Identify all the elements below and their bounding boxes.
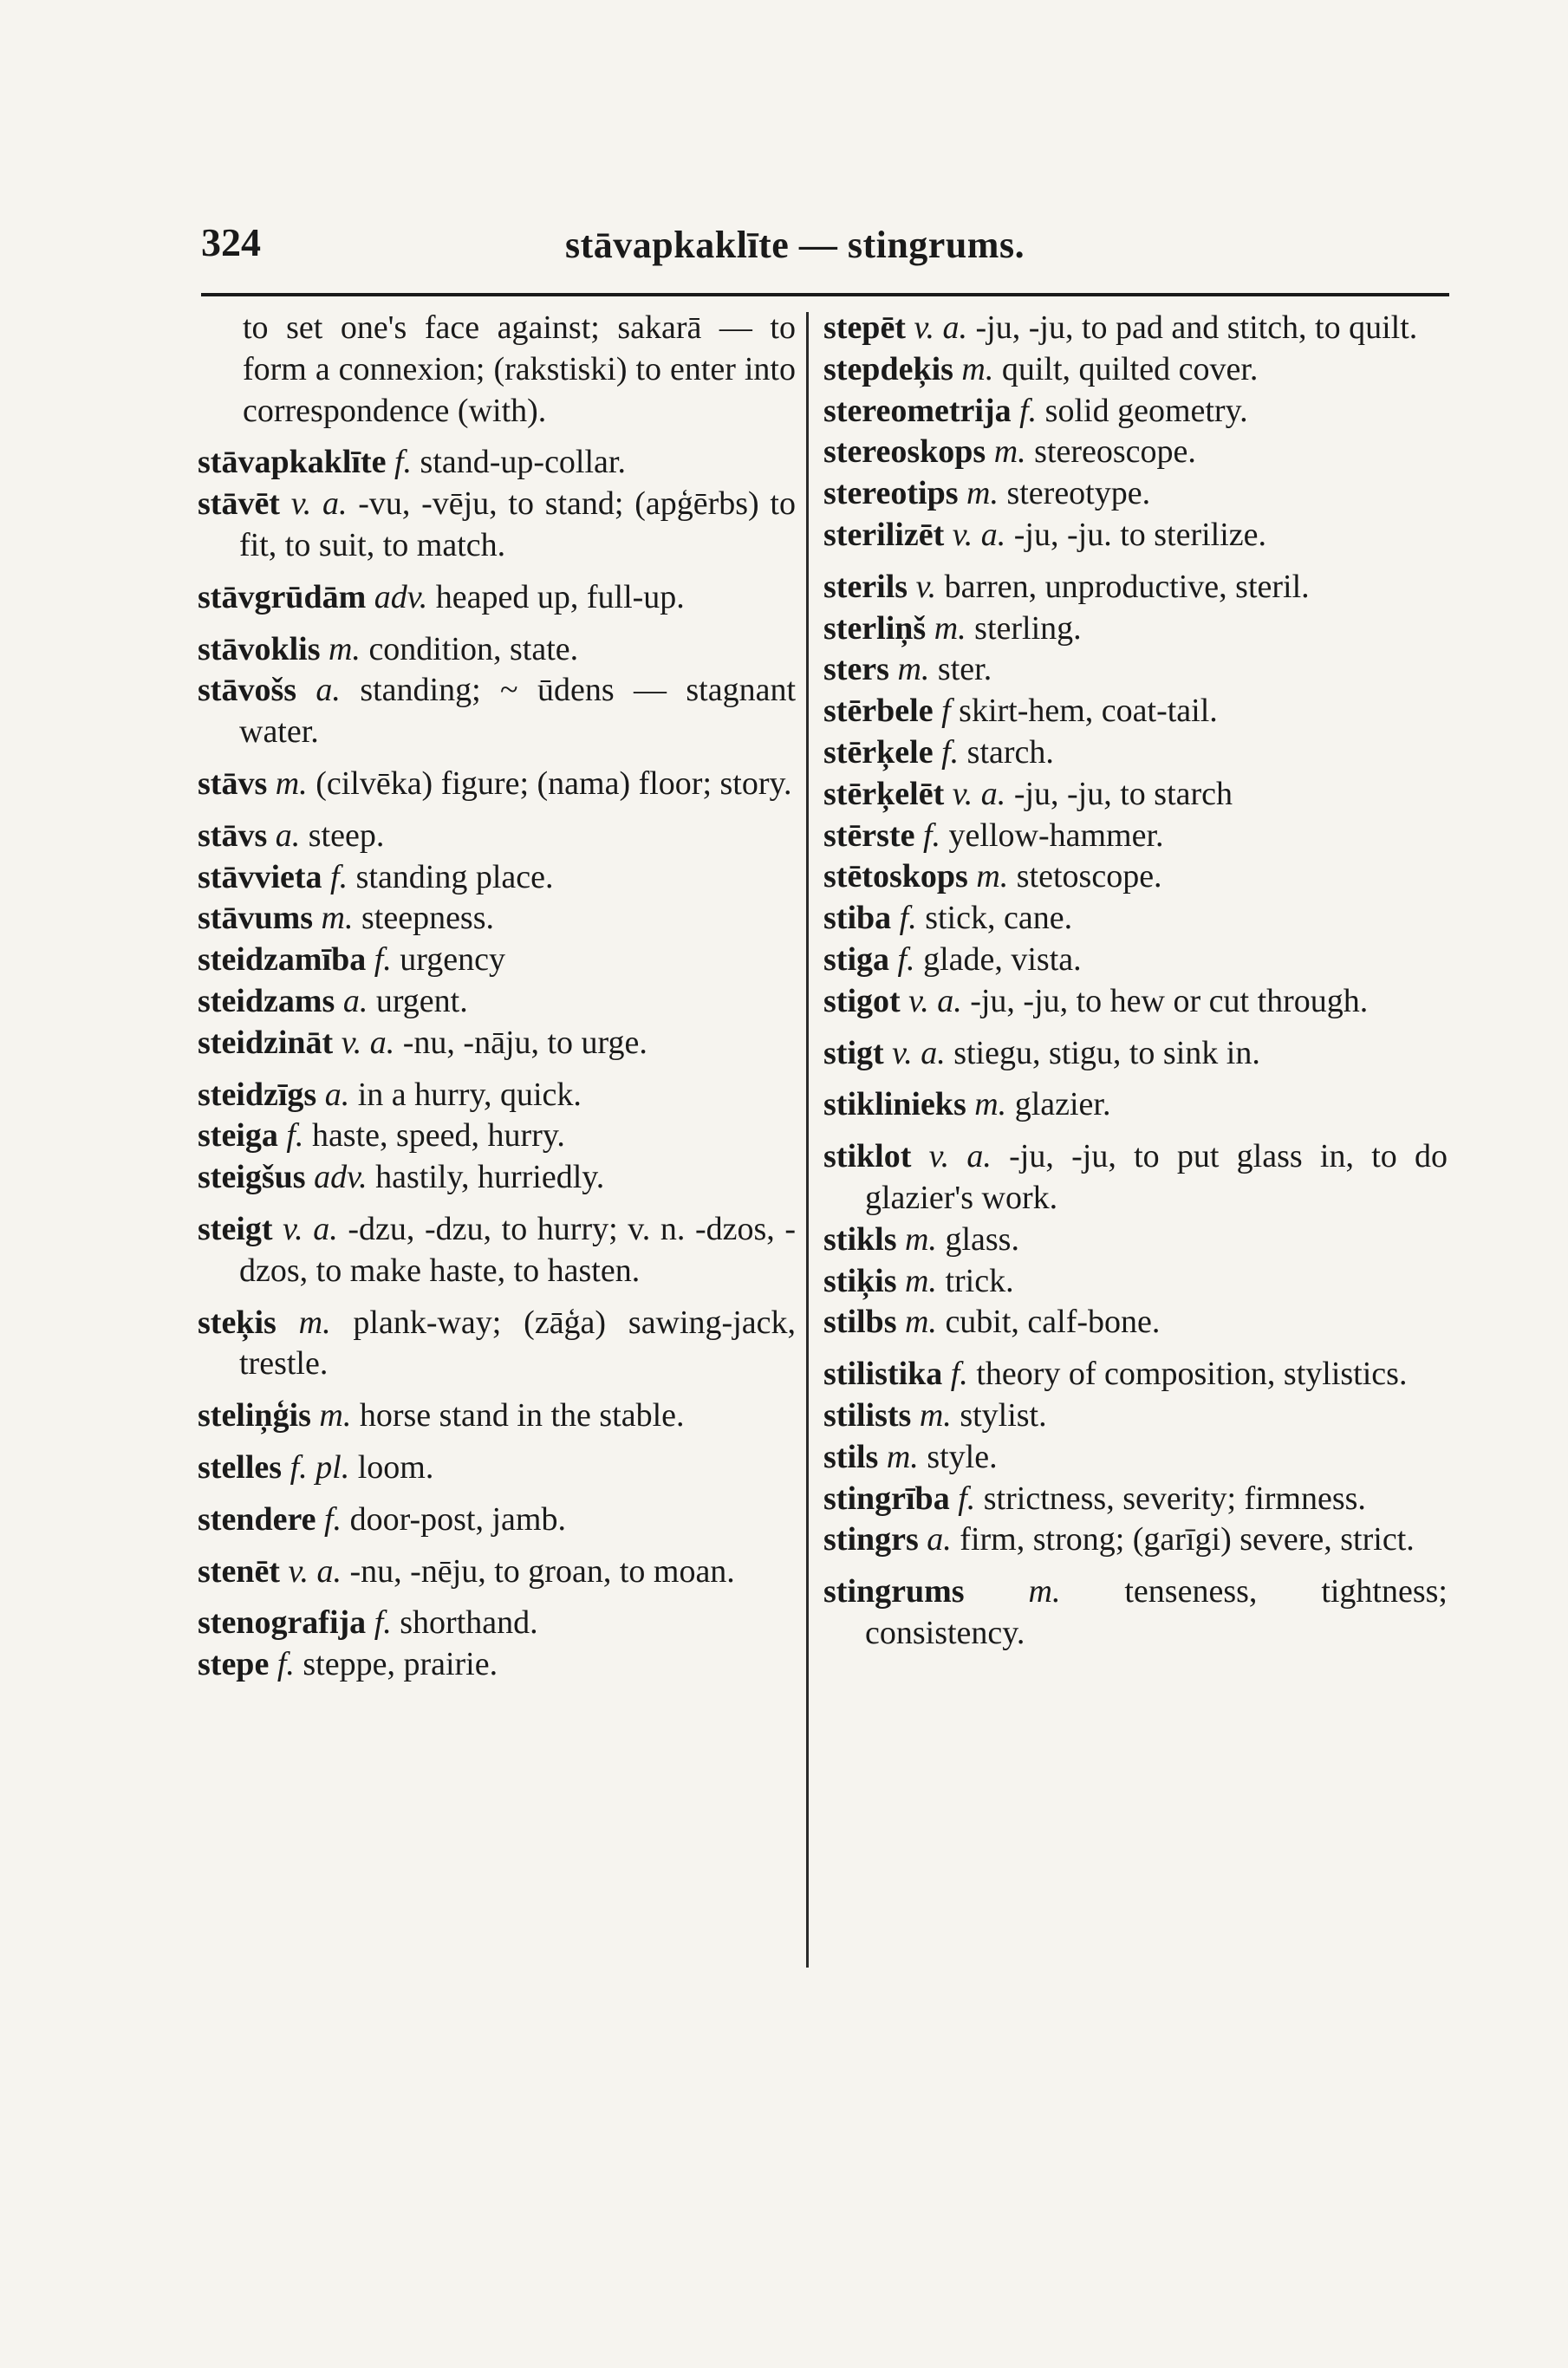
grammar-label: v. a. [341, 1024, 395, 1061]
definition: stick, cane. [925, 900, 1073, 937]
headword: stāvvieta [198, 858, 322, 895]
dictionary-entry [823, 515, 1448, 556]
dictionary-entry [823, 816, 1448, 857]
definition: plank-way; (zāģa) sawing-jack, trestle. [239, 1304, 797, 1382]
grammar-label: m. [319, 1397, 352, 1434]
headword: stāvgrūdām [198, 578, 367, 615]
headword: stelles [198, 1448, 283, 1486]
dictionary-entry [823, 774, 1448, 816]
page-number: 324 [201, 220, 261, 264]
grammar-label: a. [927, 1521, 952, 1558]
dictionary-entry [823, 567, 1448, 608]
headword: stepdeķis [823, 350, 953, 387]
headword: stilists [823, 1396, 912, 1434]
headword: stendere [198, 1500, 316, 1538]
grammar-label: adv. [314, 1159, 368, 1196]
running-head: stāvapkaklīte — stingrums. [565, 224, 1025, 266]
definition: stereoscope. [1034, 433, 1196, 471]
definition: -ju, -ju, to hew or cut through. [970, 982, 1369, 1019]
definition: steppe, prairie. [303, 1646, 498, 1683]
headword: steidzīgs [198, 1076, 317, 1113]
definition: trick. [945, 1262, 1014, 1299]
definition: -ju, -ju, to put glass in, to do glazier's work. [865, 1138, 1448, 1216]
grammar-label: f. [1019, 392, 1038, 429]
headword: stiga [823, 940, 889, 978]
dictionary-entry [198, 442, 796, 484]
definition: shorthand. [400, 1604, 538, 1642]
definition: barren, unproductive, steril. [944, 568, 1310, 605]
headword: stereoskops [823, 433, 986, 471]
headword: stiķis [823, 1262, 897, 1299]
grammar-label: f. [394, 444, 413, 481]
headword: stāvapkaklīte [198, 444, 387, 481]
grammar-label: f. [374, 941, 392, 979]
definition: quilt, quilted cover. [1001, 350, 1259, 387]
grammar-label: v. a. [928, 1138, 992, 1175]
dictionary-entry [823, 1136, 1448, 1220]
grammar-label: m. [904, 1262, 937, 1299]
headword: stērķelēt [823, 775, 945, 812]
dictionary-entry [198, 1447, 796, 1489]
grammar-label: a. [316, 672, 341, 709]
definition: glade, vista. [923, 940, 1082, 978]
continuation-text: to set one's face against; sakarā — to form a connexion; (rakstiski) to enter into correspondence (with). [243, 309, 796, 429]
headword: stērste [823, 816, 915, 854]
grammar-label: m. [321, 900, 354, 937]
headword: stētoskops [823, 858, 968, 895]
definition: urgent. [375, 982, 468, 1019]
grammar-label: m. [919, 1396, 952, 1434]
dictionary-entry [198, 670, 796, 753]
headword: steliņģis [198, 1397, 311, 1434]
headword: steiga [198, 1117, 278, 1155]
headword: stigot [823, 982, 901, 1019]
headword: steidzamība [198, 941, 367, 979]
definition: door-post, jamb. [349, 1500, 566, 1538]
definition: strictness, severity; firmness. [983, 1480, 1366, 1517]
dictionary-entry [823, 1354, 1448, 1395]
grammar-label: f [941, 693, 951, 730]
grammar-label: f. [958, 1480, 976, 1517]
dictionary-entry [198, 816, 796, 857]
definition: theory of composition, stylistics. [976, 1356, 1408, 1393]
definition: sterling. [974, 609, 1082, 647]
headword: stingrība [823, 1480, 950, 1517]
dictionary-entry [198, 1552, 796, 1593]
headword: stils [823, 1438, 879, 1475]
grammar-label: f. [277, 1646, 295, 1683]
column-divider [806, 312, 809, 1968]
definition: in a hurry, quick. [357, 1076, 582, 1113]
dictionary-entry [198, 1023, 796, 1064]
headword: steidzams [198, 982, 335, 1019]
grammar-label: f. [324, 1500, 342, 1538]
dictionary-entry [198, 484, 796, 567]
grammar-label: v. a. [288, 1552, 342, 1590]
headword: stepēt [823, 309, 906, 346]
definition: heaped up, full-up. [435, 578, 685, 615]
grammar-label: v. a. [892, 1034, 946, 1071]
grammar-label: v. [915, 568, 937, 605]
definition: ster. [937, 651, 992, 688]
definition: -ju, -ju. to sterilize. [1013, 516, 1267, 553]
dictionary-entry [823, 473, 1448, 515]
dictionary-entry [823, 1220, 1448, 1261]
dictionary-entry [823, 1033, 1448, 1075]
dictionary-entry [823, 391, 1448, 433]
dictionary-entry [823, 349, 1448, 391]
definition: starch. [966, 733, 1054, 771]
dictionary-entry [198, 1395, 796, 1437]
grammar-label: m. [275, 764, 308, 802]
headword: stilistika [823, 1356, 943, 1393]
definition: stand-up-collar. [420, 444, 626, 481]
definition: -vu, -vēju, to stand; (apģērbs) to fit, to suit, to match. [239, 485, 796, 563]
definition: stiegu, stigu, to sink in. [953, 1034, 1260, 1071]
dictionary-entry [823, 856, 1448, 898]
dictionary-entry [823, 1084, 1448, 1126]
headword: sterilizēt [823, 516, 945, 553]
definition: (cilvēka) figure; (nama) floor; story. [316, 764, 792, 802]
dictionary-entry [823, 732, 1448, 774]
headword: sterliņš [823, 609, 927, 647]
grammar-label: f. [922, 816, 941, 854]
grammar-label: a. [324, 1076, 350, 1113]
grammar-label: v. a. [283, 1210, 338, 1247]
grammar-label: v. a. [914, 309, 968, 346]
grammar-label: v. a. [952, 775, 1006, 812]
headword: stereotips [823, 475, 959, 512]
grammar-label: m. [298, 1304, 331, 1341]
definition: yellow-hammer. [948, 816, 1164, 854]
headword: stāvs [198, 764, 268, 802]
grammar-label: m. [328, 630, 361, 667]
headword: steigt [198, 1210, 273, 1247]
definition: hastily, hurriedly. [375, 1159, 605, 1196]
dictionary-entry [823, 981, 1448, 1023]
headword: stiklinieks [823, 1086, 966, 1123]
dictionary-entry [823, 1519, 1448, 1561]
definition: glass. [945, 1220, 1019, 1258]
dictionary-entry [823, 432, 1448, 473]
headword: sterils [823, 568, 908, 605]
grammar-label: f. [330, 858, 348, 895]
grammar-label: m. [904, 1220, 937, 1258]
definition: standing place. [355, 858, 554, 895]
headword: stilbs [823, 1304, 897, 1341]
definition: tenseness, tightness; consistency. [865, 1573, 1448, 1651]
dictionary-entry [198, 1116, 796, 1157]
definition: cubit, calf-bone. [945, 1304, 1161, 1341]
headword: stingrs [823, 1521, 919, 1558]
grammar-label: a. [275, 816, 301, 854]
dictionary-entry [823, 1571, 1448, 1655]
headword: stāvoklis [198, 630, 321, 667]
headword: stereometrija [823, 392, 1012, 429]
definition: horse stand in the stable. [359, 1397, 685, 1434]
headword: steidzināt [198, 1024, 334, 1061]
dictionary-entry [198, 857, 796, 899]
dictionary-entry [198, 1303, 796, 1386]
grammar-label: m. [976, 858, 1009, 895]
definition: standing; ~ ūdens — stagnant water. [239, 672, 797, 751]
definition: loom. [357, 1448, 434, 1486]
dictionary-entry [198, 1157, 796, 1199]
definition: skirt-hem, coat-tail. [959, 693, 1218, 730]
grammar-label: m. [934, 609, 966, 647]
dictionary-entry [198, 764, 796, 805]
definition: urgency [400, 941, 505, 979]
grammar-label: adv. [374, 578, 428, 615]
dictionary-entry [198, 1500, 796, 1541]
dictionary-entry [198, 1603, 796, 1644]
dictionary-entry [198, 1075, 796, 1116]
dictionary-entry [198, 629, 796, 671]
grammar-label: f. pl. [290, 1448, 350, 1486]
grammar-label: a. [342, 982, 368, 1019]
grammar-label: v. a. [290, 485, 348, 523]
grammar-label: f. [941, 733, 960, 771]
headword: stāvošs [198, 672, 297, 709]
grammar-label: f. [374, 1604, 392, 1642]
headword: stiklot [823, 1138, 912, 1175]
dictionary-entry [823, 1395, 1448, 1437]
headword: stērbele [823, 693, 934, 730]
definition: -nu, -nēju, to groan, to moan. [349, 1552, 735, 1590]
grammar-label: m. [1028, 1573, 1061, 1610]
headword: steķis [198, 1304, 277, 1341]
definition: stylist. [960, 1396, 1047, 1434]
definition: steepness. [361, 900, 495, 937]
definition: -ju, -ju, to starch [1013, 775, 1233, 812]
left-column [198, 308, 796, 1686]
grammar-label: m. [974, 1086, 1007, 1123]
dictionary-entry [198, 898, 796, 940]
dictionary-entry [823, 1261, 1448, 1303]
dictionary-entry [823, 308, 1448, 349]
grammar-label: v. a. [908, 982, 962, 1019]
definition: -dzu, -dzu, to hurry; v. n. -dzos, -dzos, to make haste, to hasten. [239, 1210, 797, 1289]
grammar-label: f. [897, 940, 915, 978]
grammar-label: v. a. [952, 516, 1006, 553]
grammar-label: m. [961, 350, 994, 387]
definition: stetoscope. [1016, 858, 1162, 895]
definition: glazier. [1014, 1086, 1111, 1123]
headword: steigšus [198, 1159, 306, 1196]
definition: -nu, -nāju, to urge. [402, 1024, 647, 1061]
page-header [201, 212, 1449, 273]
grammar-label: m. [993, 433, 1026, 471]
grammar-label: m. [897, 651, 930, 688]
dictionary-entry [823, 691, 1448, 732]
headword: stāvums [198, 900, 314, 937]
grammar-label: m. [966, 475, 999, 512]
headword: stiba [823, 900, 892, 937]
headword: stērķele [823, 733, 934, 771]
header-rule [201, 293, 1449, 296]
dictionary-entry [823, 608, 1448, 650]
grammar-label: f. [899, 900, 917, 937]
dictionary-entry [823, 1479, 1448, 1520]
headword: sters [823, 651, 889, 688]
dictionary-entry [198, 981, 796, 1023]
headword: stenografija [198, 1604, 367, 1642]
headword: stepe [198, 1646, 270, 1683]
dictionary-entry [823, 1302, 1448, 1343]
dictionary-entry [823, 649, 1448, 691]
grammar-label: f. [286, 1117, 304, 1155]
right-column [823, 308, 1448, 1655]
dictionary-entry [198, 1644, 796, 1686]
headword: stāvēt [198, 485, 280, 523]
definition: solid geometry. [1044, 392, 1248, 429]
headword: stigt [823, 1034, 884, 1071]
headword: stāvs [198, 816, 268, 854]
definition: steep. [308, 816, 385, 854]
definition: style. [927, 1438, 998, 1475]
definition: haste, speed, hurry. [311, 1117, 565, 1155]
definition: -ju, -ju, to pad and stitch, to quilt. [975, 309, 1418, 346]
dictionary-entry [823, 1437, 1448, 1479]
dictionary-entry [823, 898, 1448, 940]
definition: stereotype. [1006, 475, 1151, 512]
dictionary-entry [198, 940, 796, 981]
dictionary-entry [823, 940, 1448, 981]
grammar-label: f. [950, 1356, 968, 1393]
dictionary-entry [198, 1209, 796, 1292]
headword: stenēt [198, 1552, 280, 1590]
dictionary-entry [198, 577, 796, 619]
grammar-label: m. [886, 1438, 919, 1475]
definition: firm, strong; (garīgi) severe, strict. [960, 1521, 1415, 1558]
headword: stingrums [823, 1573, 965, 1610]
definition: condition, state. [368, 630, 579, 667]
grammar-label: m. [904, 1304, 937, 1341]
headword: stikls [823, 1220, 897, 1258]
